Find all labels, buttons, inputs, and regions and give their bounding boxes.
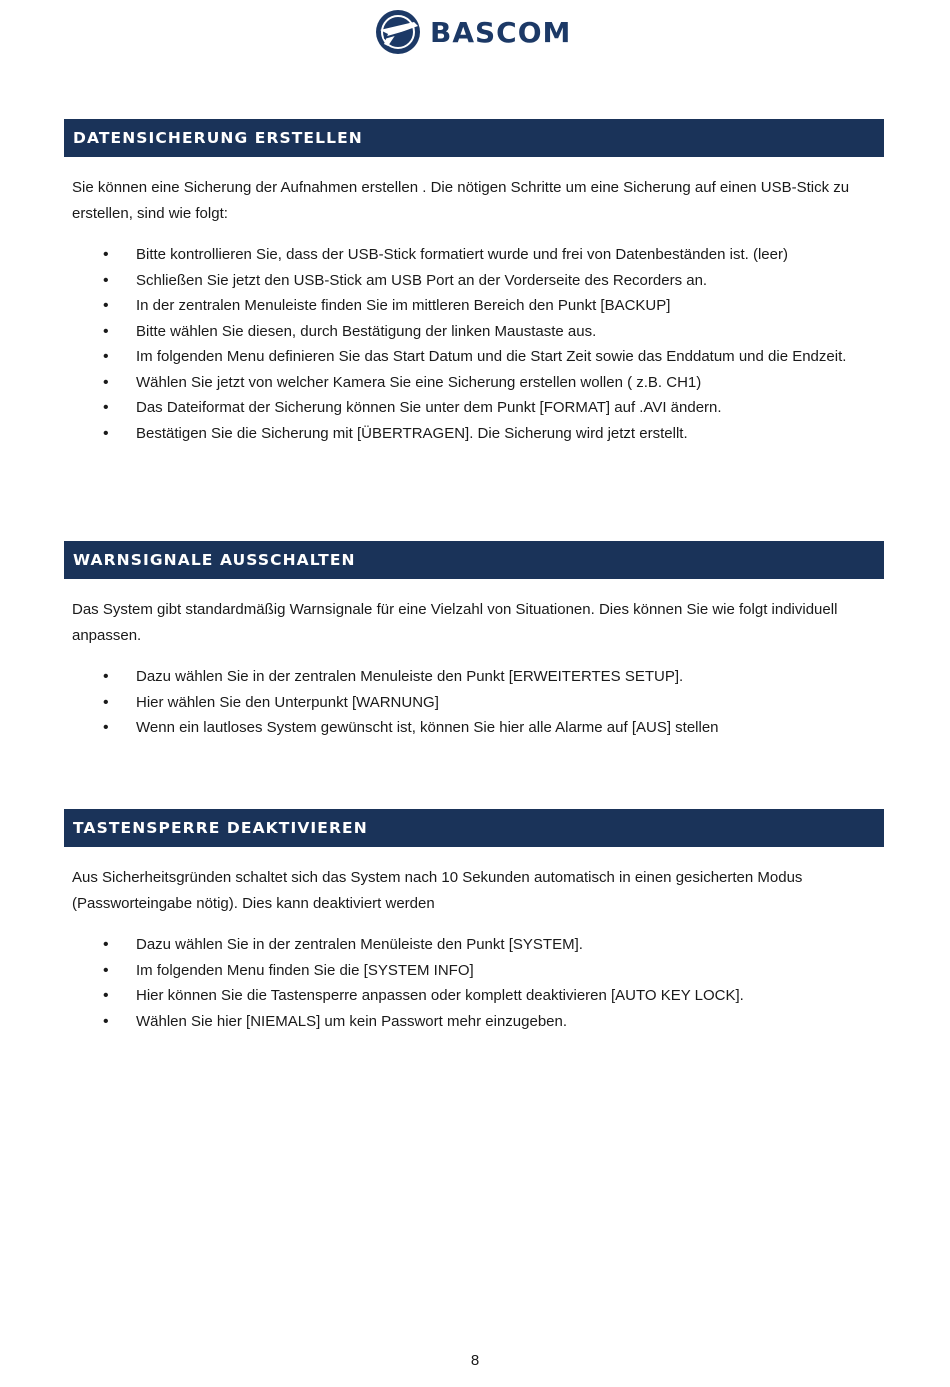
section-intro: Sie können eine Sicherung der Aufnahmen erstellen . Die nötigen Schritte um eine Sicherung auf einen USB-Stick zu erstellen, sind wie folgt: bbox=[72, 179, 850, 222]
section-warnsignale bbox=[64, 541, 884, 741]
bullet-list bbox=[64, 664, 884, 741]
logo-wordmark: BASCOM bbox=[430, 15, 572, 49]
list-item: • Hier wählen Sie den Unterpunkt [WARNUNG] bbox=[64, 690, 884, 716]
section-tastensperre bbox=[64, 809, 884, 1034]
list-item: • Wenn ein lautloses System gewünscht ist, können Sie hier alle Alarme auf [AUS] stellen bbox=[64, 715, 884, 741]
list-item: • Schließen Sie jetzt den USB-Stick am USB Port an der Vorderseite des Recorders an. bbox=[64, 268, 884, 294]
list-item: • Im folgenden Menu finden Sie die [SYSTEM INFO] bbox=[64, 958, 884, 984]
section-intro: Aus Sicherheitsgründen schaltet sich das System nach 10 Sekunden automatisch in einen gesicherten Modus (Passworteingabe nötig). Dies kann deaktiviert werden bbox=[72, 869, 803, 912]
list-item: • Das Dateiformat der Sicherung können Sie unter dem Punkt [FORMAT] auf .AVI ändern. bbox=[64, 395, 884, 421]
list-item: • Bitte wählen Sie diesen, durch Bestätigung der linken Maustaste aus. bbox=[64, 319, 884, 345]
page-number: 8 bbox=[470, 1352, 480, 1369]
list-item: • Dazu wählen Sie in der zentralen Menuleiste den Punkt [ERWEITERTES SETUP]. bbox=[64, 664, 884, 690]
section-intro: Das System gibt standardmäßig Warnsignale für eine Vielzahl von Situationen. Dies können Sie wie folgt individuell anpassen. bbox=[72, 601, 838, 644]
section-heading: DATENSICHERUNG ERSTELLEN bbox=[64, 119, 884, 157]
bascom-logo bbox=[374, 8, 571, 56]
bullet-list bbox=[64, 242, 884, 446]
section-datensicherung bbox=[64, 119, 884, 446]
section-heading: TASTENSPERRE DEAKTIVIEREN bbox=[64, 809, 884, 847]
bullet-list bbox=[64, 932, 884, 1034]
list-item: • Wählen Sie hier [NIEMALS] um kein Passwort mehr einzugeben. bbox=[64, 1009, 884, 1035]
list-item: • Wählen Sie jetzt von welcher Kamera Sie eine Sicherung erstellen wollen ( z.B. CH1) bbox=[64, 370, 884, 396]
list-item: • Bitte kontrollieren Sie, dass der USB-Stick formatiert wurde und frei von Datenbeständen ist. (leer) bbox=[64, 242, 884, 268]
section-heading: WARNSIGNALE AUSSCHALTEN bbox=[64, 541, 884, 579]
list-item: • Bestätigen Sie die Sicherung mit [ÜBERTRAGEN]. Die Sicherung wird jetzt erstellt. bbox=[64, 421, 884, 447]
list-item: • Im folgenden Menu definieren Sie das Start Datum und die Start Zeit sowie das Enddatum und die Endzeit. bbox=[64, 344, 884, 370]
list-item: • Dazu wählen Sie in der zentralen Menüleiste den Punkt [SYSTEM]. bbox=[64, 932, 884, 958]
bascom-globe-plane-icon bbox=[374, 8, 422, 56]
list-item: • Hier können Sie die Tastensperre anpassen oder komplett deaktivieren [AUTO KEY LOCK]. bbox=[64, 983, 884, 1009]
list-item: • In der zentralen Menuleiste finden Sie im mittleren Bereich den Punkt [BACKUP] bbox=[64, 293, 884, 319]
